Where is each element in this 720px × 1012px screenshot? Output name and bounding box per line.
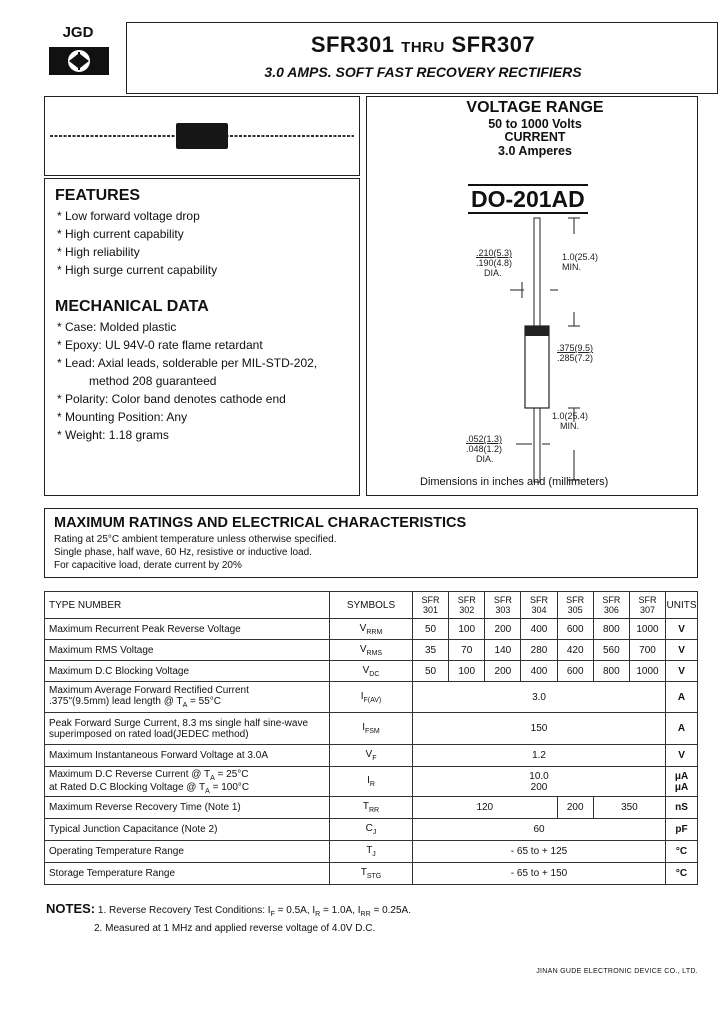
model-prefix: SFR [421, 595, 440, 605]
ratings-note-2: Single phase, half wave, 60 Hz, resistive or inductive load. [54, 547, 312, 558]
value-cell: 420 [557, 640, 593, 661]
value-cell: 100 [449, 661, 485, 682]
current-label: CURRENT [504, 130, 566, 144]
unit-cell: V [666, 745, 698, 767]
symbol-main: V [365, 749, 373, 760]
symbol-sub: STG [366, 873, 382, 880]
mechanical-item: * Case: Molded plastic [57, 320, 177, 334]
mechanical-heading: MECHANICAL DATA [55, 298, 209, 315]
value-cell: 600 [557, 619, 593, 640]
header-model [412, 592, 448, 619]
param-symbol [330, 713, 413, 745]
dimensions-caption: Dimensions in inches and (millimeters) [420, 476, 609, 488]
header-model [593, 592, 629, 619]
value-line: 10.0 [529, 770, 549, 782]
model-number: 307 [639, 605, 655, 615]
value-cell: 50 [412, 619, 448, 640]
value-cell: 60 [412, 819, 665, 841]
param-label-line [49, 769, 325, 782]
model-prefix: SFR [530, 595, 549, 605]
dim-lead-len-bottom-min: MIN. [560, 421, 579, 431]
model-prefix: SFR [457, 595, 476, 605]
model-number: 302 [459, 605, 475, 615]
header-model [485, 592, 521, 619]
value-cell: 120 [412, 797, 557, 819]
title-last-part: SFR307 [451, 32, 536, 57]
ratings-note-1: Rating at 25°C ambient temperature unless otherwise specified. [54, 534, 337, 545]
note-text: = 1.0A, I [320, 905, 361, 916]
param-label-line: Maximum Average Forward Rectified Current [49, 685, 249, 696]
feature-item: * Low forward voltage drop [57, 209, 200, 223]
label-text: = 55°C [187, 696, 222, 707]
param-label: Maximum Reverse Recovery Time (Note 1) [45, 797, 330, 819]
mechanical-item: * Mounting Position: Any [57, 410, 188, 424]
label-sub: A [210, 774, 215, 782]
mechanical-list [57, 318, 317, 444]
symbol-sub: J [372, 829, 377, 836]
unit-cell: pF [666, 819, 698, 841]
symbol-main: V [359, 643, 367, 655]
model-prefix: SFR [638, 595, 657, 605]
value-cell: - 65 to + 150 [412, 863, 665, 885]
param-label-line [49, 696, 325, 709]
model-prefix: SFR [602, 595, 621, 605]
symbol-sub: F [372, 755, 377, 762]
value-cell: 560 [593, 640, 629, 661]
feature-item: * High reliability [57, 245, 140, 259]
table-header-row [45, 592, 698, 619]
value-cell: 700 [629, 640, 665, 661]
value-cell: 100 [449, 619, 485, 640]
symbol-sub: RRM [366, 628, 383, 636]
param-label [45, 682, 330, 713]
unit-cell: A [666, 682, 698, 713]
dim-body-dia-label: DIA. [484, 268, 502, 278]
unit-cell: V [666, 619, 698, 640]
label-sub: A [205, 787, 210, 795]
dim-body-len [557, 343, 593, 363]
mechanical-item: * Epoxy: UL 94V-0 rate flame retardant [57, 338, 263, 352]
label-text: at Rated D.C Blocking Voltage @ T [49, 781, 206, 793]
value-cell: 600 [557, 661, 593, 682]
symbol-main: I [362, 722, 365, 733]
value-cell: 3.0 [412, 682, 665, 713]
value-cell: 35 [412, 640, 448, 661]
model-number: 301 [423, 605, 439, 615]
table-row [45, 797, 698, 819]
unit-cell: nS [666, 797, 698, 819]
param-label-line [49, 782, 325, 795]
symbol-sub: J [372, 851, 376, 858]
company-logo-icon [48, 46, 110, 76]
table-row [45, 640, 698, 661]
param-symbol [330, 682, 413, 713]
value-cell: 200 [485, 661, 521, 682]
param-symbol [330, 841, 413, 863]
diode-photo [48, 116, 356, 156]
value-cell: 200 [557, 797, 593, 819]
param-label: Maximum Recurrent Peak Reverse Voltage [45, 619, 330, 640]
value-cell: 140 [485, 640, 521, 661]
table-row [45, 745, 698, 767]
mechanical-item: method 208 guaranteed [89, 374, 217, 388]
table-row [45, 767, 698, 797]
symbol-main: I [367, 775, 370, 786]
param-label-line: Peak Forward Surge Current, 8.3 ms single half sine-wave [49, 717, 309, 729]
dim-body-dia-max: .210(5.3) [476, 248, 513, 258]
ratings-title: MAXIMUM RATINGS AND ELECTRICAL CHARACTERISTICS [54, 515, 467, 531]
package-name: DO-201AD [468, 184, 588, 214]
table-row [45, 841, 698, 863]
header-model [521, 592, 557, 619]
ratings-note-3: For capacitive load, derate current by 20% [54, 560, 242, 571]
voltage-range-value: 50 to 1000 Volts [488, 117, 582, 131]
voltage-range-title: VOLTAGE RANGE [466, 99, 604, 116]
param-label: Maximum RMS Voltage [45, 640, 330, 661]
unit-cell: V [666, 661, 698, 682]
label-text: = 25°C [214, 768, 249, 780]
param-symbol [330, 640, 413, 661]
symbol-main: T [360, 867, 367, 878]
title-first-part: SFR301 [310, 32, 395, 57]
param-label [45, 767, 330, 797]
notes-label: NOTES: [46, 901, 96, 916]
table-row [45, 819, 698, 841]
characteristics-table [44, 591, 698, 885]
dim-lead-dia-max: .052(1.3) [466, 434, 503, 444]
unit-cell: A [666, 713, 698, 745]
value-cell: 400 [521, 619, 557, 640]
symbol-sub: RMS [366, 649, 383, 657]
symbol-sub: DC [369, 670, 380, 678]
symbol-main: T [362, 801, 369, 812]
model-prefix: SFR [566, 595, 585, 605]
dim-lead-len-top-value: 1.0(25.4) [562, 252, 599, 262]
company-logo-text: JGD [62, 24, 94, 41]
dim-body-dia [476, 248, 512, 278]
header-type-number: TYPE NUMBER [45, 592, 330, 619]
mechanical-item: * Polarity: Color band denotes cathode end [57, 392, 286, 406]
feature-item: * High current capability [57, 227, 184, 241]
param-symbol [330, 767, 413, 797]
header-model [449, 592, 485, 619]
model-number: 305 [567, 605, 583, 615]
label-sub: A [182, 702, 188, 709]
header-symbols: SYMBOLS [330, 592, 413, 619]
unit-line: μA [674, 781, 689, 793]
value-cell [412, 767, 665, 797]
table-row [45, 713, 698, 745]
current-value: 3.0 Amperes [498, 144, 572, 158]
model-number: 303 [495, 605, 511, 615]
unit-line: μA [674, 770, 689, 782]
value-cell: 280 [521, 640, 557, 661]
feature-item: * High surge current capability [57, 263, 218, 277]
param-label [45, 713, 330, 745]
value-cell: 400 [521, 661, 557, 682]
dim-body-len-min: .285(7.2) [557, 353, 594, 363]
param-label-line: superimposed on rated load(JEDEC method) [49, 728, 249, 740]
value-cell: 150 [412, 713, 665, 745]
param-label: Storage Temperature Range [45, 863, 330, 885]
unit-cell [666, 767, 698, 797]
param-symbol [330, 619, 413, 640]
value-cell: 200 [485, 619, 521, 640]
dim-lead-len-bottom [552, 411, 588, 431]
header-units: UNITS [666, 592, 698, 619]
unit-cell: V [666, 640, 698, 661]
unit-cell: °C [666, 863, 698, 885]
symbol-sub: RR [368, 807, 380, 814]
value-cell: 800 [593, 619, 629, 640]
table-row [45, 682, 698, 713]
mechanical-item: * Weight: 1.18 grams [57, 428, 169, 442]
dim-lead-len-top [562, 252, 598, 272]
symbol-main: I [360, 690, 364, 702]
page-subtitle: 3.0 AMPS. SOFT FAST RECOVERY RECTIFIERS [264, 64, 582, 80]
model-number: 306 [603, 605, 619, 615]
dim-lead-dia-label: DIA. [476, 454, 494, 464]
unit-cell: °C [666, 841, 698, 863]
param-symbol [330, 797, 413, 819]
note-sub: R [315, 911, 321, 918]
features-heading: FEATURES [55, 187, 141, 204]
dim-body-len-max: .375(9.5) [557, 343, 594, 353]
note-text: = 0.5A, I [274, 905, 316, 916]
dim-body-dia-min: .190(4.8) [476, 258, 513, 268]
param-symbol [330, 745, 413, 767]
symbol-sub: FSM [364, 728, 380, 735]
table-row [45, 619, 698, 640]
dim-lead-dia [466, 434, 502, 464]
dim-lead-len-top-min: MIN. [562, 262, 581, 272]
mechanical-item: * Lead: Axial leads, solderable per MIL-STD-202, [57, 356, 318, 370]
dim-lead-len-bottom-value: 1.0(25.4) [552, 411, 589, 421]
label-text: = 100°C [209, 781, 250, 793]
symbol-sub: F(AV) [363, 696, 382, 704]
header-model [629, 592, 665, 619]
notes-block [46, 902, 411, 936]
company-footer: JINAN GUDE ELECTRONIC DEVICE CO., LTD. [536, 968, 698, 975]
note-text: = 0.25A. [370, 905, 411, 916]
note-sub: RR [360, 911, 371, 918]
value-cell: 50 [412, 661, 448, 682]
param-symbol [330, 863, 413, 885]
param-symbol [330, 819, 413, 841]
param-label: Maximum D.C Blocking Voltage [45, 661, 330, 682]
label-text: Maximum D.C Reverse Current @ T [49, 768, 211, 780]
symbol-main: C [365, 823, 373, 834]
note-1 [46, 902, 411, 922]
note-2: 2. Measured at 1 MHz and applied reverse voltage of 4.0V D.C. [94, 923, 376, 934]
symbol-main: T [366, 845, 373, 856]
table-row [45, 661, 698, 682]
value-cell: 1000 [629, 619, 665, 640]
symbol-sub: R [369, 781, 375, 788]
symbol-main: V [359, 622, 367, 634]
title-thru: THRU [401, 39, 445, 56]
features-list [57, 207, 217, 279]
note-text: 1. Reverse Recovery Test Conditions: I [97, 905, 271, 916]
table-row [45, 863, 698, 885]
symbol-main: V [362, 664, 370, 676]
value-line: 200 [530, 781, 548, 793]
label-text: .375"(9.5mm) lead length @ T [49, 696, 183, 707]
value-cell: 70 [449, 640, 485, 661]
model-prefix: SFR [493, 595, 512, 605]
param-label: Operating Temperature Range [45, 841, 330, 863]
value-cell: 800 [593, 661, 629, 682]
model-number: 304 [531, 605, 547, 615]
dim-lead-dia-min: .048(1.2) [466, 444, 503, 454]
param-symbol [330, 661, 413, 682]
value-cell: - 65 to + 125 [412, 841, 665, 863]
param-label: Maximum Instantaneous Forward Voltage at 3.0A [45, 745, 330, 767]
value-cell: 1000 [629, 661, 665, 682]
param-label: Typical Junction Capacitance (Note 2) [45, 819, 330, 841]
page-title [130, 32, 716, 58]
header-model [557, 592, 593, 619]
value-cell: 1.2 [412, 745, 665, 767]
note-sub: F [270, 911, 275, 918]
value-cell: 350 [593, 797, 665, 819]
